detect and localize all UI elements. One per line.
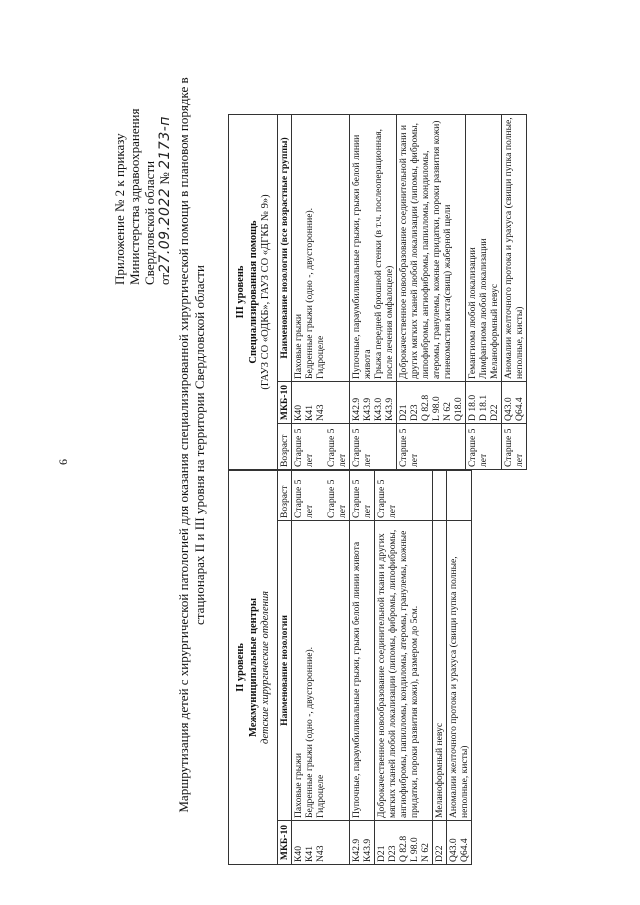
nosology-cell: Пупочные, параумбиликальные грыжи, грыжи белой линии живота [349,521,374,821]
icd-code-cell: К42.9 К43.9 [349,821,374,865]
level3-header-row [229,115,278,470]
icd-code-cell: Q43.0 Q64.4 [446,821,471,865]
age-cell: Старше 5 лет [349,424,396,470]
level2-rows [291,470,471,864]
document-title: Маршрутизация детей с хирургической патологией для оказания специализированной хирургической помощи в плановом порядке в стационарах II и III уровня на территории Свердловской области [176,77,207,813]
level3-col-nosology: Наименование нозологии (все возрастные группы) [277,115,291,382]
nosology-cell: Гемангиома любой локализации Лимфангиома любой локализации Меланоформный невус [465,115,501,382]
routing-tables [228,45,620,865]
level3-heading [229,115,278,470]
number-prefix: № [157,172,172,185]
level3-rows [291,115,526,470]
nosology-cell: Аномалии желточного протока и урахуса (свищи пупка полные, неполные, кисты) [501,115,526,382]
age-cell [432,470,446,520]
age-cell: Старше 5 лет [396,424,465,470]
approval-line-3: Свердловской области [142,160,157,285]
page-number: 6 [56,459,70,465]
level2-column-headers [277,470,291,864]
level2-dept-label: детские хирургические отделения [260,591,271,744]
icd-code-cell: D21 D23 Q 82.8 L 98.0 N 62 Q18.0 [396,382,465,424]
table-row [432,470,446,864]
age-cell: Старше 5 лет Старше 5 лет [291,470,349,520]
level2-heading [229,470,278,864]
icd-code-cell: К40 К41 N43 [291,382,349,424]
level2-col-age: Возраст [277,470,291,520]
age-cell: Старше 5 лет [349,470,374,520]
approval-date-line [157,35,173,285]
level3-center-label: Специализированная помощь [247,220,259,364]
level3-table [228,114,527,470]
icd-code-cell: К42.9 К43.9 К43.0 К43.9 [349,382,396,424]
level2-table [228,470,472,865]
table-row [501,115,526,470]
level3-col-icd: МКБ-10 [277,382,291,424]
table-row [446,470,471,864]
approval-line-1: Приложение № 2 к приказу [112,133,127,285]
age-cell: Старше 5 лет [374,470,432,520]
nosology-cell: Паховые грыжи Бедренные грыжи (одно -, двусторонние). Гидроцеле [291,115,349,382]
nosology-cell: Доброкачественное новообразование соединительной ткани и других мягких тканей любой локализации (липомы, фибромы, липофибромы, ангиофибромы, папилломы, кондиломы, атеромы, гранулемы, кожные придатки, пороки развития кожи), размером до 5см. [374,521,432,821]
approval-block [112,35,173,285]
table-row [291,470,349,864]
table-row [349,115,396,470]
table-row [374,470,432,864]
level2-col-icd: МКБ-10 [277,821,291,865]
icd-code-cell: D 18.0 D 18.1 D22 [465,382,501,424]
level2-level-label: II уровень [235,643,246,692]
approval-line-2: Министерства здравоохранения [127,108,142,285]
level3-column-headers [277,115,291,470]
age-cell: Старше 5 лет [501,424,526,470]
level2-header-row [229,470,278,864]
handwritten-order-number: 2173-п [157,116,173,169]
icd-code-cell: D22 [432,821,446,865]
age-cell: Старше 5 лет Старше 5 лет [291,424,349,470]
date-prefix: от [157,272,172,285]
level3-orgs-label: (ГАУЗ СО «ОДКБ», ГАУЗ СО «ДГКБ № 9») [260,194,271,390]
level2-center-label: Межмуниципальные центры [247,597,259,738]
icd-code-cell: Q43.0 Q64.4 [501,382,526,424]
age-cell: Старше 5 лет [465,424,501,470]
table-row [396,115,465,470]
age-cell [446,470,471,520]
handwritten-date: 27.09.2022 [157,187,173,273]
table-row [349,470,374,864]
icd-code-cell: D21 D23 Q 82.8 L 98.0 N 62 [374,821,432,865]
nosology-cell: Доброкачественное новообразование соединительной ткани и других мягких тканей любой локализации (липомы, фибромы, липофибромы, ангиофибромы, папилломы, кондиломы, атеромы, гранулемы, кожные придатки, пороки развития кожи) гинекомастия киста(свищ) жаберной щели [396,115,465,382]
table-row [465,115,501,470]
nosology-cell: Паховые грыжи Бедренные грыжи (одно -, двусторонние). Гидроцеле [291,521,349,821]
table-row [291,115,349,470]
nosology-cell: Меланоформный невус [432,521,446,821]
icd-code-cell: К40 К41 N43 [291,821,349,865]
level2-col-nosology: Наименование нозологии [277,521,291,821]
level3-col-age: Возраст [277,424,291,470]
nosology-cell: Пупочные, параумбиликальные грыжи, грыжи белой линии живота Грыжа передней брюшной стенки (в т.ч. послеоперационная, после лечения омфалоцеле) [349,115,396,382]
nosology-cell: Аномалии желточного протока и урахуса (свищи пупка полные, неполные, кисты) [446,521,471,821]
level3-level-label: III уровень [235,265,246,319]
